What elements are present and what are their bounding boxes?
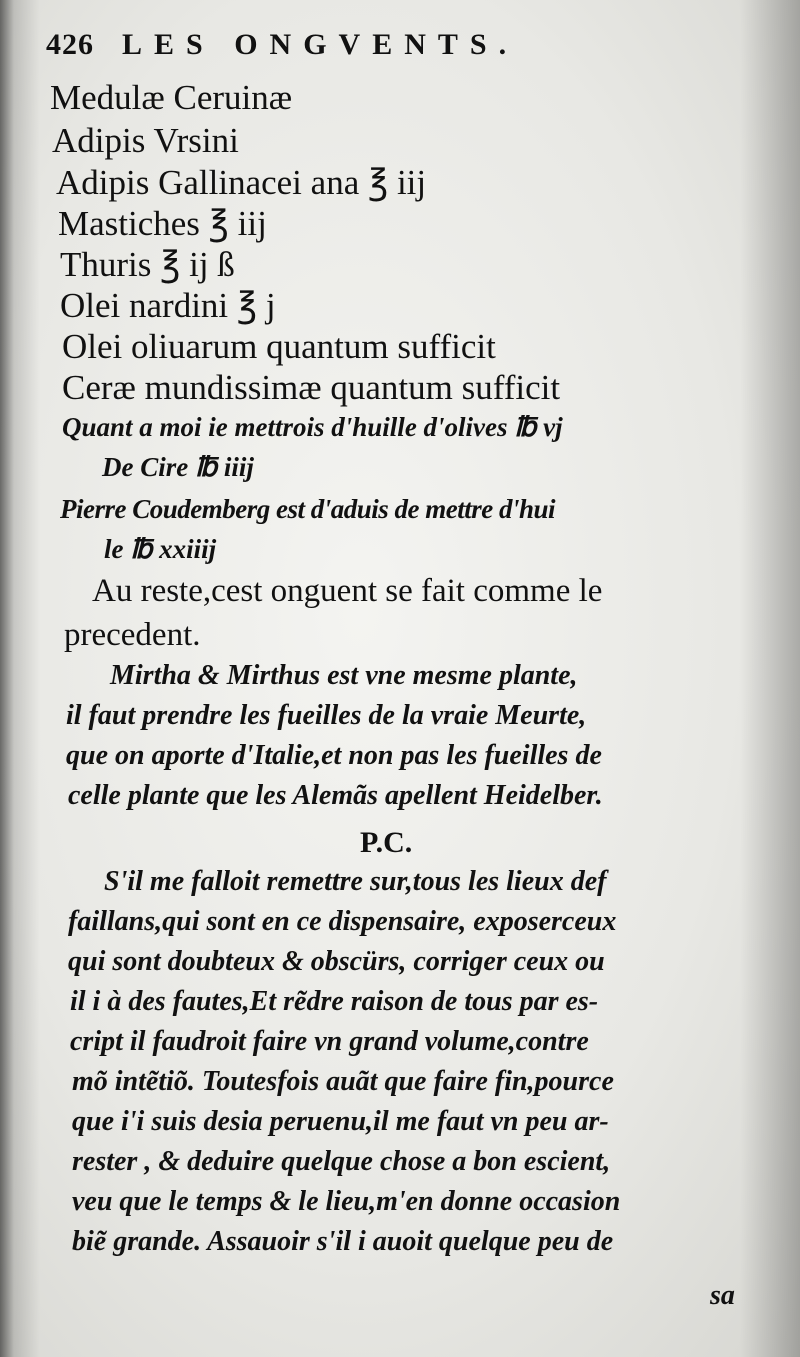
body-line: il faut prendre les fueilles de la vraie Meurte, [66, 700, 587, 731]
recipe-line: Adipis Vrsini [52, 121, 239, 160]
catchword: sa [710, 1280, 735, 1311]
body-line: veu que le temps & le lieu,m'en donne occasion [72, 1186, 621, 1217]
recipe-line: Mastiches ℥ iij [58, 204, 267, 243]
body-line: rester , & deduire quelque chose a bon escient, [72, 1146, 611, 1177]
recipe-line: Ceræ mundissimæ quantum sufficit [62, 368, 561, 407]
body-line: Mirtha & Mirthus est vne mesme plante, [110, 660, 578, 691]
note-line: le ℔ xxiiij [104, 534, 217, 564]
note-line: Pierre Coudemberg est d'aduis de mettre d'hui [60, 494, 555, 524]
body-line: S'il me falloit remettre sur,tous les lieux def [104, 866, 607, 897]
body-line: cript il faudroit faire vn grand volume,contre [70, 1026, 589, 1057]
body-line: precedent. [64, 617, 201, 653]
body-line: celle plante que les Alemãs apellent Heidelber. [68, 780, 603, 811]
recipe-line: Thuris ℥ ij ß [60, 245, 235, 284]
recipe-line: Medulæ Ceruinæ [50, 78, 293, 117]
recipe-line: Olei oliuarum quantum sufficit [62, 327, 496, 366]
page-number: 426 [46, 28, 94, 61]
body-line: il i à des fautes,Et rẽdre raison de tous par es- [70, 986, 599, 1017]
body-line: que i'i suis desia peruenu,il me faut vn peu ar- [72, 1106, 609, 1137]
note-line: Quant a moi ie mettrois d'huille d'olives ℔ vj [62, 412, 563, 442]
body-line: mõ intẽtiõ. Toutesfois auãt que faire fin,pource [72, 1066, 614, 1097]
body-line: faillans,qui sont en ce dispensaire, exposerceux [68, 906, 617, 937]
section-heading: P.C. [360, 826, 413, 859]
page-header [46, 28, 518, 62]
note-line: De Cire ℔ iiij [102, 452, 254, 482]
recipe-line: Olei nardini ℥ j [60, 286, 276, 325]
recipe-line: Adipis Gallinacei ana ℥ iij [56, 163, 427, 202]
body-line: que on aporte d'Italie,et non pas les fueilles de [66, 740, 602, 771]
body-line: qui sont doubteux & obscürs, corriger ceux ou [68, 946, 605, 977]
body-line: Au reste,cest onguent se fait comme le [92, 573, 603, 609]
body-line: biẽ grande. Assauoir s'il i auoit quelque peu de [72, 1226, 614, 1257]
running-title: LES ONGVENTS. [122, 28, 519, 61]
